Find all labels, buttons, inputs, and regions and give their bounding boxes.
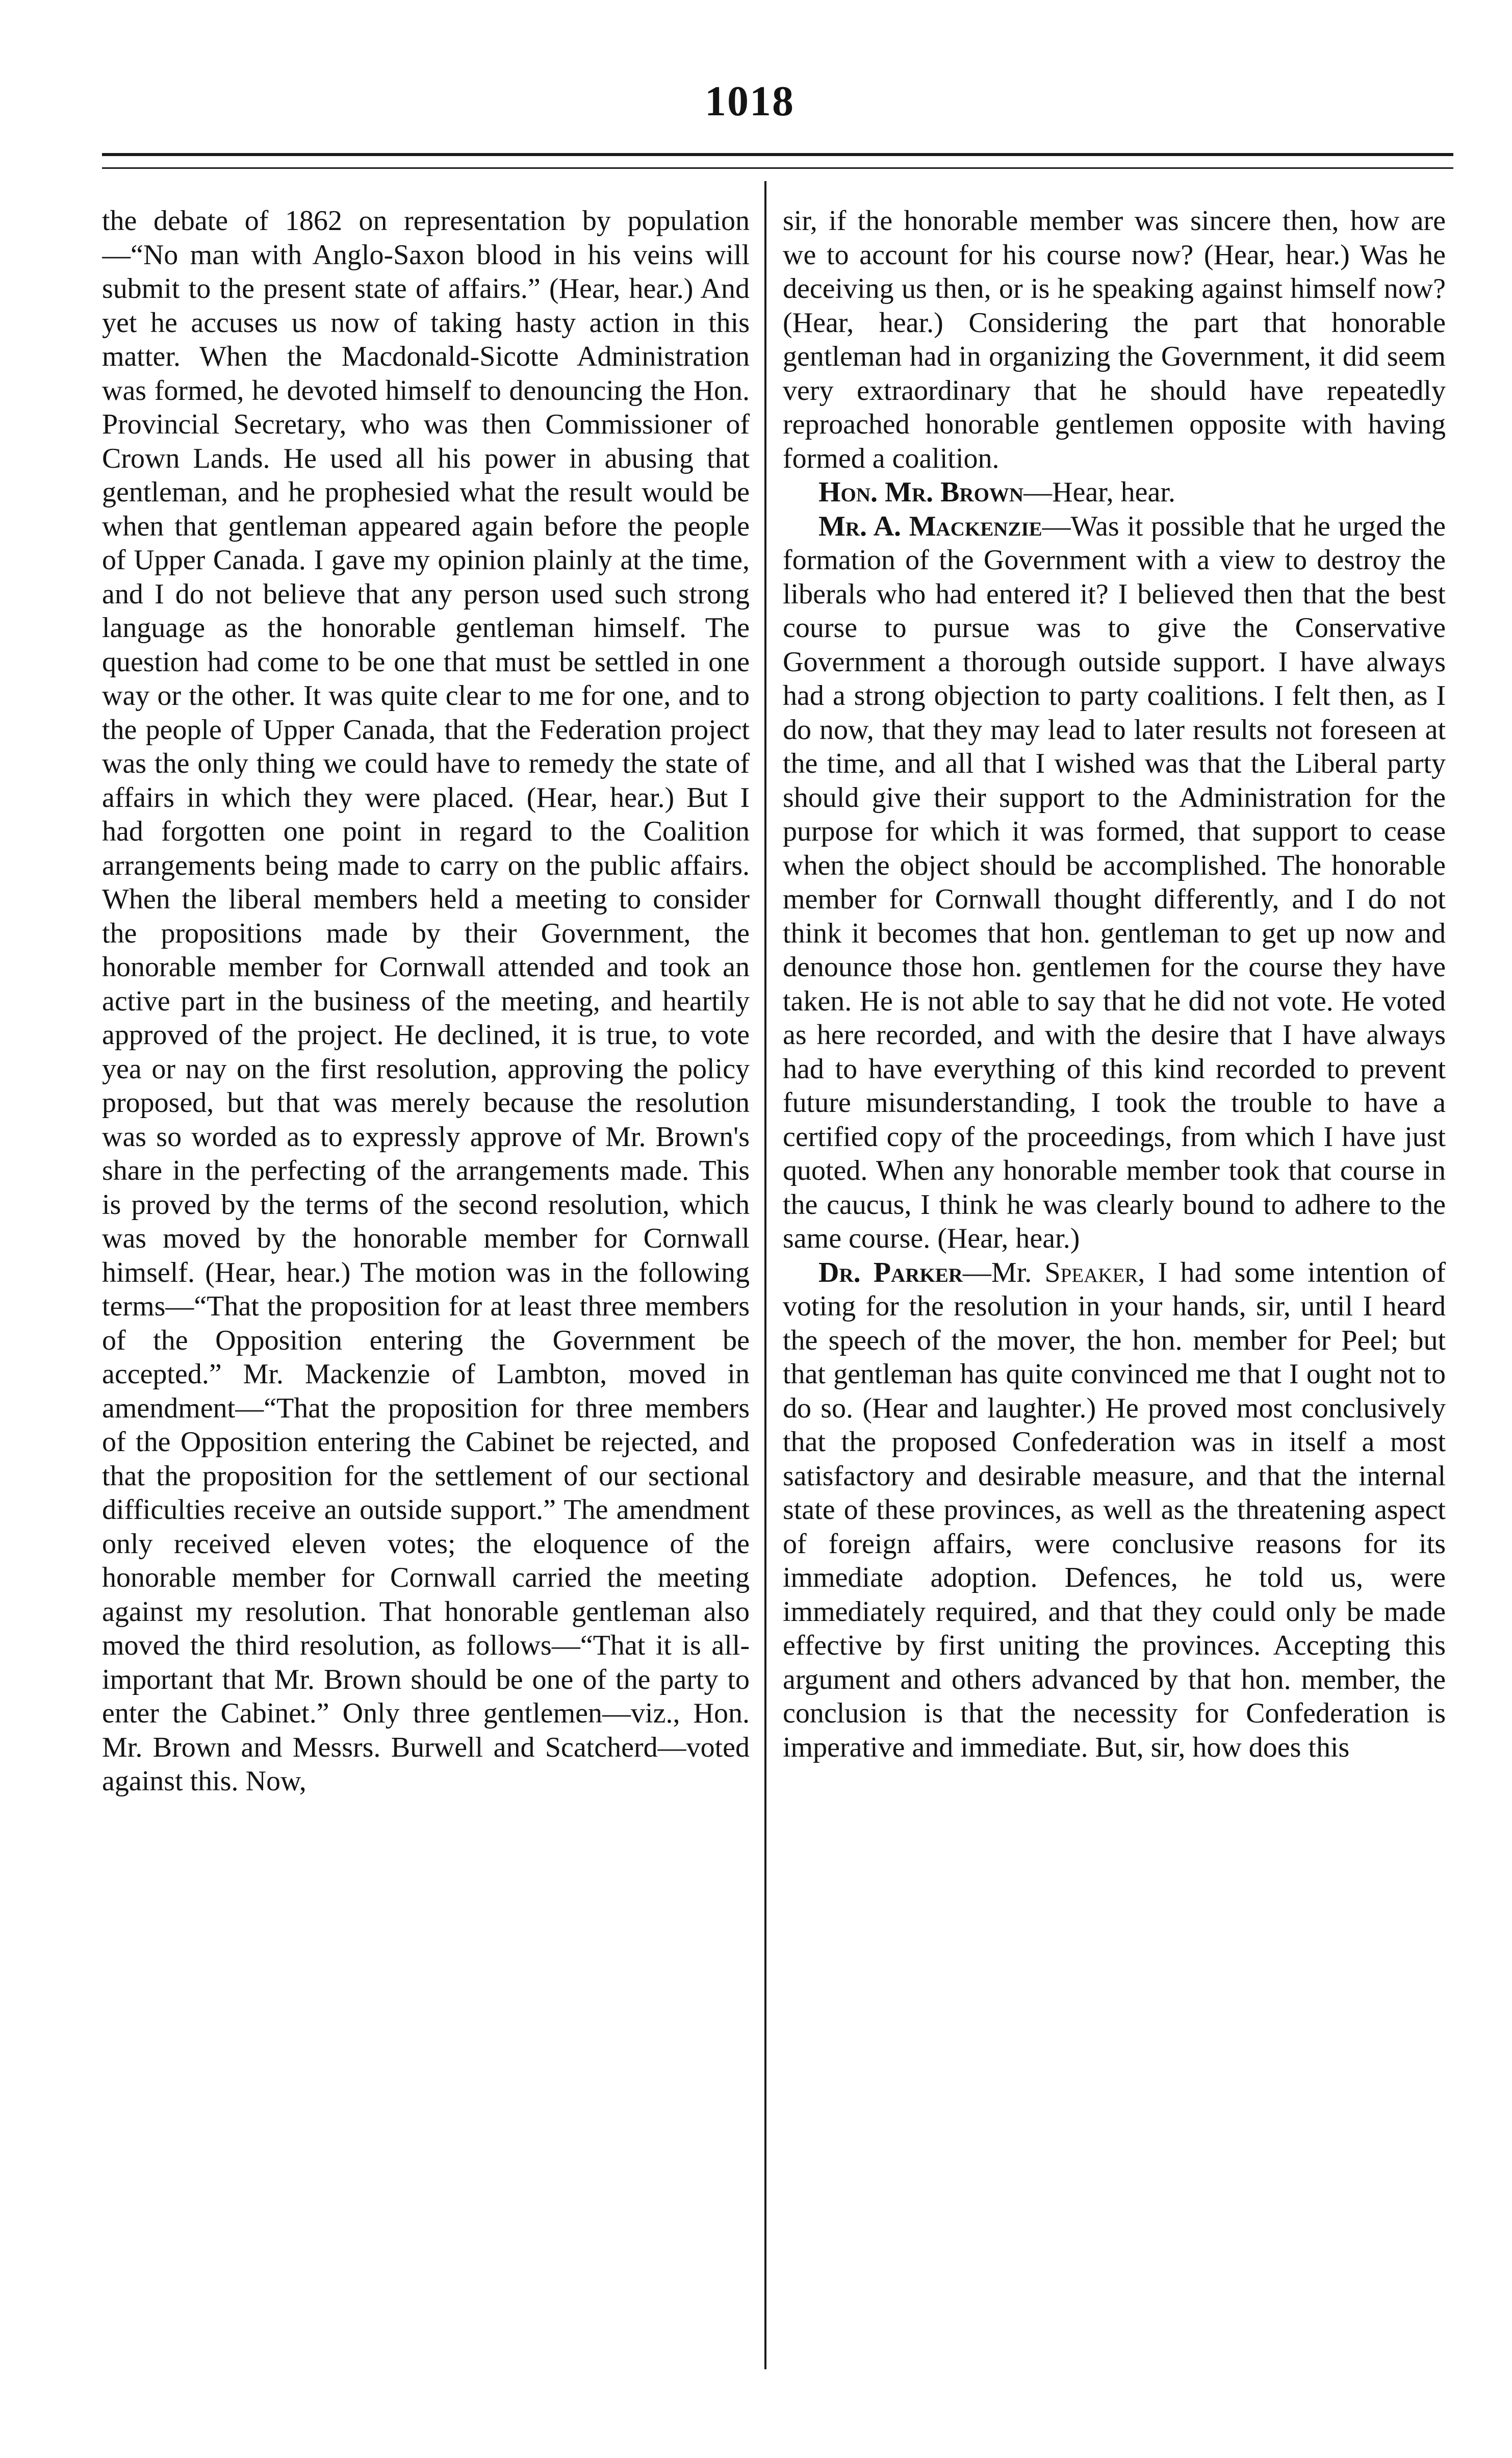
speech-text: , I had some intention of voting for the resolution in your hands, sir, until I heard the speech of the mover, the hon. member for Peel; but that gentleman has quite convinced me that I ought not to do so. (Hear and laughter.) He proved most conclusively that the proposed Confederation was in itself a most satisfactory and desirable measure, and that the internal state of these provinces, as well as the threatening aspect of foreign affairs, were conclusive reasons for its immediate adoption. Defences, he told us, were immediately required, and that they could only be made effective by first uniting the provinces. Accepting this argument and others advanced by that hon. member, the conclusion is that the necessity for Confederation is imperative and immediate. But, sir, how does this [783,1256,1446,1763]
page-number: 1018 [705,78,795,125]
left-paragraph: the debate of 1862 on representation by population—“No man with Anglo-Saxon blood in his veins will submit to the present state of affairs.” (Hear, hear.) And yet he accuses us now of taking hasty action in this matter. When the Macdonald-Sicotte Administration was formed, he devoted himself to denouncing the Hon. Provincial Secretary, who was then Commissioner of Crown Lands. He used all his power in abusing that gentleman, and he prophesied what the result would be when that gentleman appeared again before the people of Upper Canada. I gave my opinion plainly at the time, and I do not believe that any person used such strong language as the honorable gentleman himself. The question had come to be one that must be settled in one way or the other. It was quite clear to me for one, and to the people of Upper Canada, that the Federation project was the only thing we could have to remedy the state of affairs in which they were placed. (Hear, hear.) But I had forgotten one point in regard to the Coalition arrangements being made to carry on the public affairs. When the liberal members held a meeting to consider the propositions made by their Government, the honorable member for Cornwall attended and took an active part in the business of the meeting, and heartily approved of the project. He declined, it is true, to vote yea or nay on the first resolution, approving the policy proposed, but that was merely because the resolution was so worded as to expressly approve of Mr. Brown's share in the perfecting of the arrangements made. This is proved by the terms of the second resolution, which was moved by the honorable member for Cornwall himself. (Hear, hear.) The motion was in the following terms—“That the proposition for at least three members of the Opposition entering the Government be accepted.” Mr. Mackenzie of Lambton, moved in amendment—“That the proposition for three members of the Opposition entering the Cabinet be rejected, and that the proposition for the settlement of our sectional difficulties receive an outside support.” The amendment only received eleven votes; the eloquence of the honorable member for Cornwall carried the meeting against my resolution. That honorable gentleman also moved the third resolution, as follows—“That it is all-important that Mr. Brown should be one of the party to enter the Cabinet.” Only three gentlemen—viz., Hon. Mr. Brown and Messrs. Burwell and Scatcherd—voted against this. Now, [102,205,750,1797]
speaker-name: Mr. A. Mackenzie [818,510,1042,542]
right-paragraph-continued: sir, if the honorable member was sincere then, how are we to account for his course now? (Hear, hear.) Was he deceiving us then, or is he speaking against himself now? (Hear, hear.) Considering the part that honorable gentleman had in organizing the Government, it did seem very extraordinary that he should have repeatedly reproached honorable gentlemen opposite with having formed a coalition. [783,205,1446,474]
speaker-name: Dr. Parker [818,1256,963,1288]
speech-brown [783,475,1446,510]
header-rule-left [102,153,612,169]
speaker-address: Speaker [1044,1256,1138,1288]
column-divider [764,181,766,2369]
speaker-name: Hon. Mr. Brown [818,476,1024,508]
left-column [102,204,750,2356]
header-rule-right [612,153,1453,169]
speech-parker [783,1256,1446,1765]
speech-dash: —Mr. [962,1256,1045,1288]
speech-text: —Was it possible that he urged the formation of the Government with a view to destroy the liberals who had entered it? I believed then that the best course to pursue was to give the Conservative Government a thorough outside support. I have always had a strong objection to party coalitions. I felt then, as I do now, that they may lead to later results not foreseen at the time, and all that I wished was that the Liberal party should give their support to the Administration for the purpose for which it was formed, that support to cease when the object should be accomplished. The honorable member for Cornwall thought differently, and I do not think it becomes that hon. gentleman to get up now and denounce those hon. gentlemen for the course they have taken. He is not able to say that he did not vote. He voted as here recorded, and with the desire that I have always had to have everything of this kind recorded to prevent future misunderstanding, I took the trouble to have a certified copy of the proceedings, from which I have just quoted. When any honorable member took that course in the caucus, I think he was clearly bound to adhere to the same course. (Hear, hear.) [783,510,1446,1254]
speech-mackenzie [783,510,1446,1256]
speech-text: —Hear, hear. [1023,476,1175,508]
right-column [783,204,1446,2356]
